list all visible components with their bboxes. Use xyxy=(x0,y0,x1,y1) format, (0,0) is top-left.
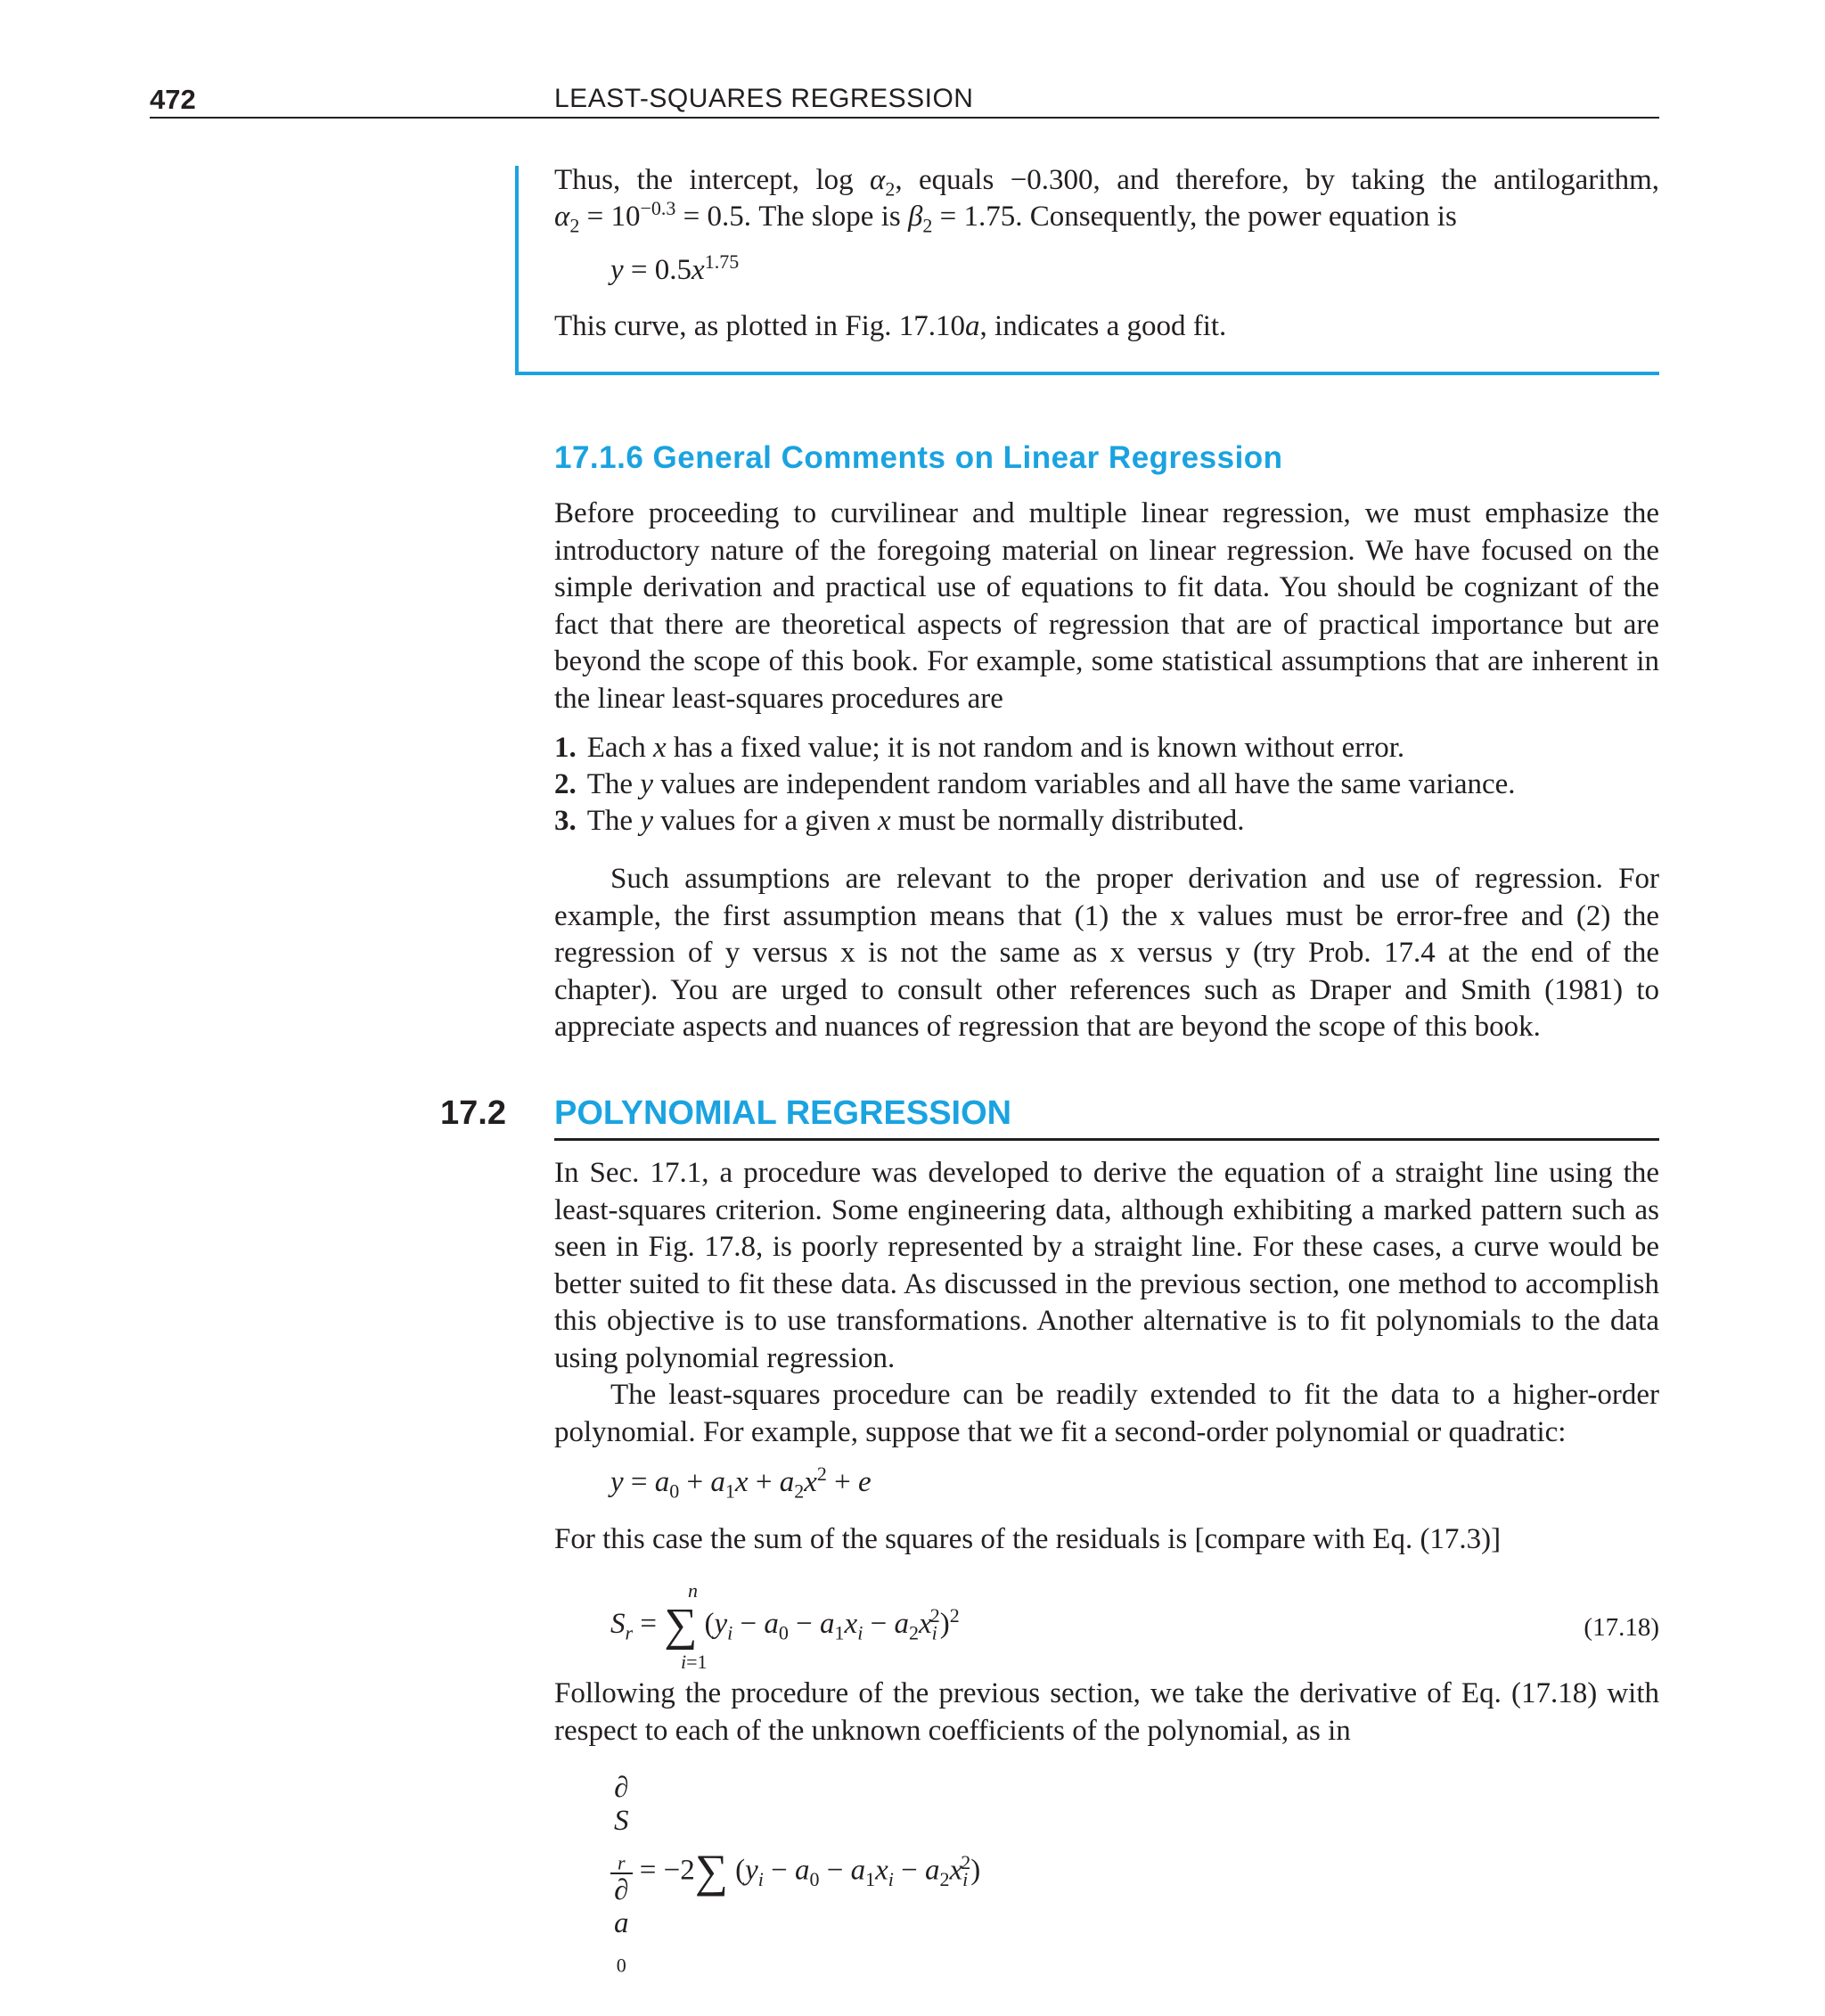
subsection-heading: 17.1.6 General Comments on Linear Regression xyxy=(554,440,1283,475)
sum-lower-limit: i=1 xyxy=(681,1651,708,1673)
paragraph-residuals: For this case the sum of the squares of the residuals is [compare with Eq. (17.3)] xyxy=(554,1523,1502,1555)
section-title: POLYNOMIAL REGRESSION xyxy=(554,1094,1012,1132)
paragraph-intro: Before proceeding to curvilinear and multiple linear regression, we must emphasize the introductory nature of the foregoing material on linear regression. We have focused on the simple derivation and practical use of equations to fit data. You should be cognizant of the fact that there are theoretical aspects of regression that are of practical importance but are beyond the scope of this book. For example, some statistical assumptions that are inherent in the linear least-squares procedures are xyxy=(554,497,1659,715)
section-number: 17.2 xyxy=(440,1094,506,1132)
sum-upper-limit: n xyxy=(688,1579,698,1602)
paragraph-least-squares: The least-squares procedure can be readily extended to fit the data to a higher-order polynomial. For example, suppose that we fit a second-order polynomial or quadratic: xyxy=(554,1379,1659,1448)
example-line-2: $\alpha_2 = 10^{-0.3} = 0.5$. The slope is $\beta_2 = 1.75$. Consequently, the power equation is xyxy=(554,197,1457,237)
example-line-1: Thus, the intercept, $\log \alpha_2$, equals −0.300, and therefore, by taking the antilogarithm, xyxy=(554,164,1660,201)
list-item-1: 1. Each x has a fixed value; it is not random and is known without error. xyxy=(554,732,1405,764)
page-number: 472 xyxy=(150,84,196,115)
list-item-3: 3. The y values for a given x must be normally distributed. xyxy=(554,805,1245,837)
power-equation: $y = 0.5x^{1.75}$ xyxy=(610,250,740,286)
sum-of-squares-equation: $S_r$ = ∑ $(y_i - a_0 - a_1x_i - a_2x_i^2)^2$ xyxy=(610,1600,960,1651)
paragraph-assumptions: Such assumptions are relevant to the proper derivation and use of regression. For example, the first assumption means that (1) the x values must be error-free and (2) the regression of y versus x is not the same as x versus y (try Prob. 17.4 at the end of the chapter). You are urged to consult other references such as Draper and Smith (1981) to appreciate aspects and nuances of regression that are beyond the scope of this book. xyxy=(554,863,1659,1043)
header-rule xyxy=(150,117,1659,119)
partial-fraction: ∂ S $_r$ ∂ a $_0$ xyxy=(610,1772,633,1973)
equation-number: (17.18) xyxy=(1584,1613,1659,1642)
sigma-symbol: ∑ xyxy=(664,1600,698,1651)
paragraph-polynomial-intro: In Sec. 17.1, a procedure was developed to derive the equation of a straight line using the least-squares criterion. Some engineering data, although exhibiting a marked pattern such as seen in Fig. 17.8, is poorly represented by a straight line. For these cases, a curve would be better suited to fit these data. As discussed in the previous section, one method to accomplish this objective is to use transformations. Another alternative is to fit polynomials to the data using polynomial regression. xyxy=(554,1157,1659,1374)
quadratic-equation: $y = a_0 + a_1x + a_2x^2 + e$ xyxy=(610,1463,872,1503)
section-rule xyxy=(554,1138,1659,1141)
running-title: LEAST-SQUARES REGRESSION xyxy=(554,84,974,113)
example-line-3: This curve, as plotted in Fig. 17.10a, indicates a good fit. xyxy=(554,310,1227,342)
derivative-equation: ∂ S $_r$ ∂ a $_0$ = −2∑ $(y_i - a_0 - a_1x_i - a_2x_i^2)$ xyxy=(610,1772,980,1973)
paragraph-derivative: Following the procedure of the previous section, we take the derivative of Eq. (17.18) with respect to each of the unknown coefficients of the polynomial, as in xyxy=(554,1677,1659,1747)
list-item-2: 2. The y values are independent random variables and all have the same variance. xyxy=(554,768,1516,800)
